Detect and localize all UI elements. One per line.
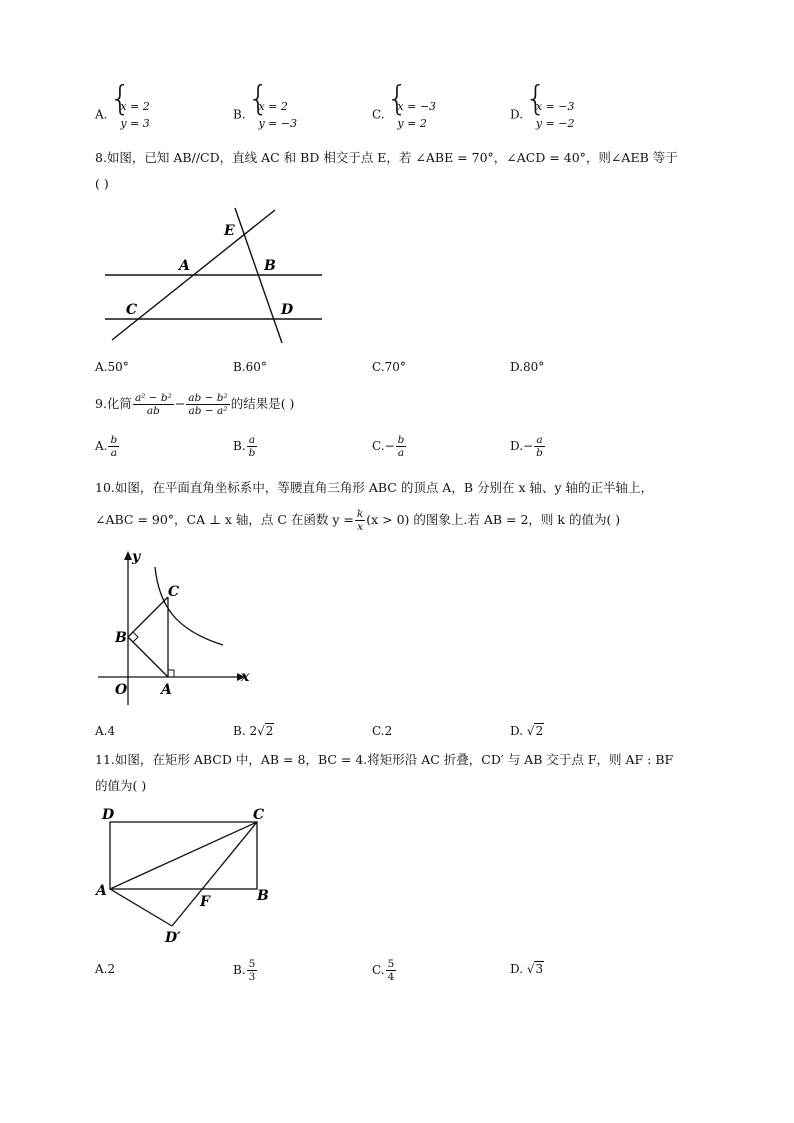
- q7-option-a[interactable]: A. { x = 2 y = 3: [95, 98, 150, 132]
- q8-option-a[interactable]: A.50°: [95, 360, 129, 374]
- label-d-prime: D′: [165, 930, 181, 946]
- label-x: x: [241, 669, 250, 685]
- label-e: E: [224, 223, 235, 239]
- q8-option-d[interactable]: D.80°: [510, 360, 545, 374]
- q9-option-c[interactable]: C.− $\frac{b}{a}$: [372, 434, 405, 459]
- q8-text-line1: 8.如图，已知 AB//CD，直线 AC 和 BD 相交于点 E，若 ∠ABE = 70°，∠ACD = 40°，则∠AEB 等于: [95, 150, 678, 165]
- fraction: $\frac{k}{x}$: [356, 508, 364, 533]
- label-c: C: [168, 584, 180, 600]
- q11-figure: [93, 802, 278, 947]
- q8-option-c[interactable]: C.70°: [372, 360, 406, 374]
- q10-text-line2: ∠ABC = 90°，CA ⊥ x 轴，点 C 在函数 y = $\frac{k}{x}$ (x > 0) 的图象上.若 AB = 2，则 k 的值为( ): [95, 508, 621, 533]
- q8-figure: [100, 205, 330, 345]
- q10-option-c[interactable]: C.2: [372, 724, 393, 738]
- label-o: O: [115, 682, 128, 698]
- label-b: B: [264, 258, 276, 274]
- q9-option-b[interactable]: B. $\frac{a}{b}$: [233, 434, 256, 459]
- label-b: B: [115, 630, 127, 646]
- q10-option-d[interactable]: D. √2: [510, 724, 544, 738]
- label-a: A: [161, 682, 172, 698]
- q9-text: 9.化简 $\frac{\text{a² − b²}}{ab}$ − $\frac{\text{ab − b²}}{\text{ab − a²}}$ 的结果是( ): [95, 392, 295, 417]
- label-d: D: [102, 807, 115, 823]
- q7-option-d[interactable]: D. { x = −3 y = −2: [510, 98, 574, 132]
- q10-figure: [95, 545, 260, 710]
- q11-option-d[interactable]: D. √3: [510, 962, 544, 976]
- label-a: A: [96, 883, 107, 899]
- q7-option-c[interactable]: C. { x = −3 y = 2: [372, 98, 436, 132]
- q11-option-a[interactable]: A.2: [95, 962, 116, 976]
- fraction: $\frac{\text{a² − b²}}{ab}$: [134, 392, 172, 417]
- q11-text-line2: 的值为( ): [95, 778, 147, 793]
- equation-system: { x = 2 y = 3: [111, 98, 149, 132]
- q10-option-a[interactable]: A.4: [95, 724, 116, 738]
- q9-option-d[interactable]: D.− $\frac{a}{b}$: [510, 434, 543, 459]
- q10-option-b[interactable]: B. 2√2: [233, 724, 274, 738]
- q11-option-b[interactable]: B. $\frac{5}{3}$: [233, 958, 256, 983]
- equation-system: { x = −3 y = 2: [388, 98, 436, 132]
- q8-option-b[interactable]: B.60°: [233, 360, 267, 374]
- label-a: A: [179, 258, 190, 274]
- q11-text-line1: 11.如图，在矩形 ABCD 中，AB = 8，BC = 4.将矩形沿 AC 折叠，CD′ 与 AB 交于点 F，则 AF : BF: [95, 752, 674, 767]
- fraction: $\frac{\text{ab − b²}}{\text{ab − a²}}$: [188, 392, 228, 417]
- q11-option-c[interactable]: C. $\frac{5}{4}$: [372, 958, 395, 983]
- label-c: C: [253, 807, 265, 823]
- q10-text-line1: 10.如图，在平面直角坐标系中，等腰直角三角形 ABC 的顶点 A，B 分别在 x 轴、y 轴的正半轴上，: [95, 480, 654, 495]
- equation-system: { x = 2 y = −3: [249, 98, 297, 132]
- q8-text-line2: ( ): [95, 176, 109, 191]
- label-f: F: [200, 894, 210, 910]
- equation-system: { x = −3 y = −2: [527, 98, 575, 132]
- q9-option-a[interactable]: A. $\frac{b}{a}$: [95, 434, 118, 459]
- label-d: D: [281, 302, 294, 318]
- label-c: C: [126, 302, 138, 318]
- label-b: B: [257, 888, 269, 904]
- q7-option-b[interactable]: B. { x = 2 y = −3: [233, 98, 297, 132]
- label-y: y: [132, 549, 141, 565]
